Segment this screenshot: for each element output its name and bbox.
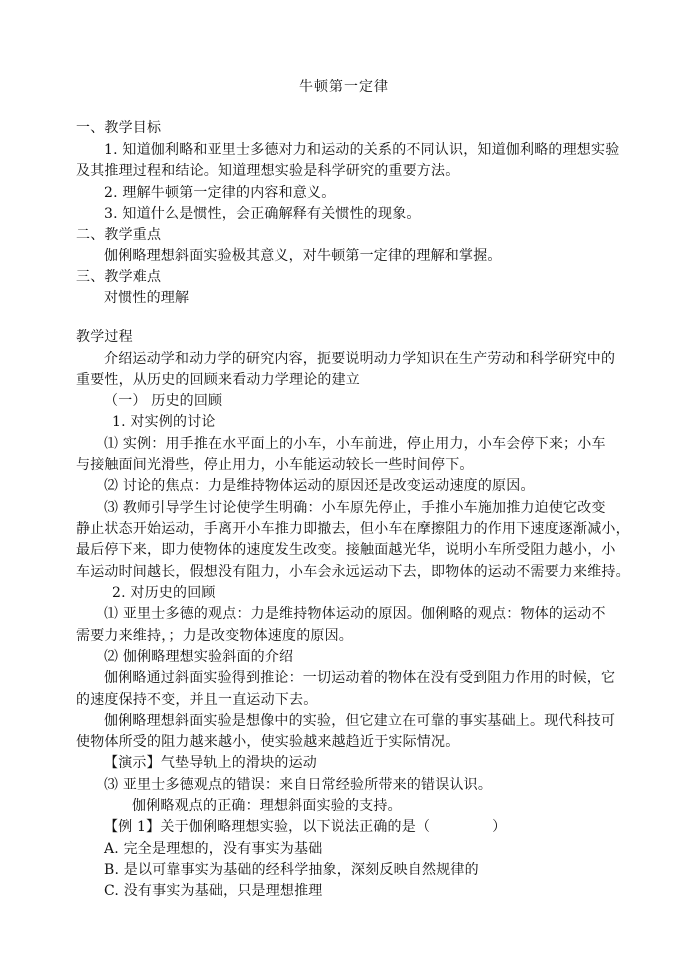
demo-tag: 【演示】 [104, 755, 161, 771]
guide-line-3: 最后停下来，即力使物体的速度发生改变。接触面越光华，说明小车所受阻力越小，小 [76, 542, 616, 558]
example-question-close: ） [492, 819, 507, 835]
guide-line-4: 车运动时间越长，假想没有阻力，小车会永远运动下去，即物体的运动不需要力来维持。 [76, 564, 630, 580]
correct-line: 伽俐略观点的正确：理想斜面实验的支持。 [132, 798, 402, 814]
example-line-2: 与接触面间光滑些，停止用力，小车能运动较长一些时间停下。 [76, 457, 474, 473]
example-line-1: ⑴ 实例：用手推在水平面上的小车，小车前进，停止用力，小车会停下来；小车 [104, 436, 606, 452]
guide-line-2: 静止状态开始运动，手离开小车推力即撤去，但小车在摩擦阻力的作用下速度逐渐减小， [76, 521, 630, 537]
demo-text: 气垫导轨上的滑块的运动 [160, 755, 318, 771]
subheading-discussion: 1. 对实例的讨论 [112, 414, 216, 430]
subheading-history-review: 2. 对历史的回顾 [112, 585, 216, 601]
incline-heading: ⑵ 伽俐略理想实验斜面的介绍 [104, 649, 294, 665]
section-heading-key-points: 二、教学重点 [76, 227, 162, 243]
option-a: A. 完全是理想的，没有事实为基础 [104, 841, 323, 857]
incline-inference-line-2: 的速度保持不变，并且一直运动下去。 [76, 692, 318, 708]
intro-line-1: 介绍运动学和动力学的研究内容，扼要说明动力学知识在生产劳动和科学研究中的 [104, 351, 616, 367]
focus-line: ⑵ 讨论的焦点：力是维持物体运动的原因还是改变运动速度的原因。 [104, 478, 535, 494]
difficulties-text: 对惯性的理解 [104, 290, 190, 306]
option-b: B. 是以可靠事实为基础的经科学抽象，深刻反映自然规律的 [104, 862, 479, 878]
section-heading-objectives: 一、教学目标 [76, 120, 162, 136]
incline-inference-line-1: 伽俐略通过斜面实验得到推论：一切运动着的物体在没有受到阻力作用的时候，它 [104, 670, 616, 686]
section-heading-difficulties: 三、教学难点 [76, 269, 162, 285]
intro-line-2: 重要性，从历史的回顾来看动力学理论的建立 [76, 372, 360, 388]
page-title: 牛顿第一定律 [299, 79, 389, 95]
section-heading-process: 教学过程 [76, 329, 133, 345]
objective-3: 3. 知道什么是惯性，会正确解释有关惯性的现象。 [104, 206, 421, 222]
example-question-text: 关于伽俐略理想实验，以下说法正确的是（ [160, 819, 431, 835]
demo-line [104, 752, 317, 774]
option-c: C. 没有事实为基础，只是理想推理 [104, 883, 323, 899]
objective-1-line-1: 1. 知道伽利略和亚里士多德对力和运动的关系的不同认识，知道伽利略的理想实验 [104, 142, 620, 158]
incline-ideal-line-1: 伽俐略理想斜面实验是想像中的实验，但它建立在可靠的事实基础上。现代科技可 [104, 713, 616, 729]
error-line: ⑶ 亚里士多德观点的错误：来自日常经验所带来的错误认识。 [104, 777, 493, 793]
example-tag: 【例 1】 [104, 819, 161, 835]
part-heading-history: （一） 历史的回顾 [104, 393, 223, 409]
key-points-text: 伽俐略理想斜面实验极其意义，对牛顿第一定律的理解和掌握。 [104, 248, 502, 264]
incline-ideal-line-2: 使物体所受的阻力越来越小，使实验越来越趋近于实际情况。 [76, 734, 460, 750]
guide-line-1: ⑶ 教师引导学生讨论使学生明确：小车原先停止，手推小车施加推力迫使它改变 [104, 500, 606, 516]
history-line-2: 需要力来维持，；力是改变物体速度的原因。 [76, 628, 353, 644]
objective-2: 2. 理解牛顿第一定律的内容和意义。 [104, 185, 336, 201]
objective-1-line-2: 及其推理过程和结论。知道理想实验是科学研究的重要方法。 [76, 163, 460, 179]
example-question [104, 816, 506, 838]
history-line-1: ⑴ 亚里士多德的观点：力是维持物体运动的原因。伽俐略的观点：物体的运动不 [104, 606, 606, 622]
